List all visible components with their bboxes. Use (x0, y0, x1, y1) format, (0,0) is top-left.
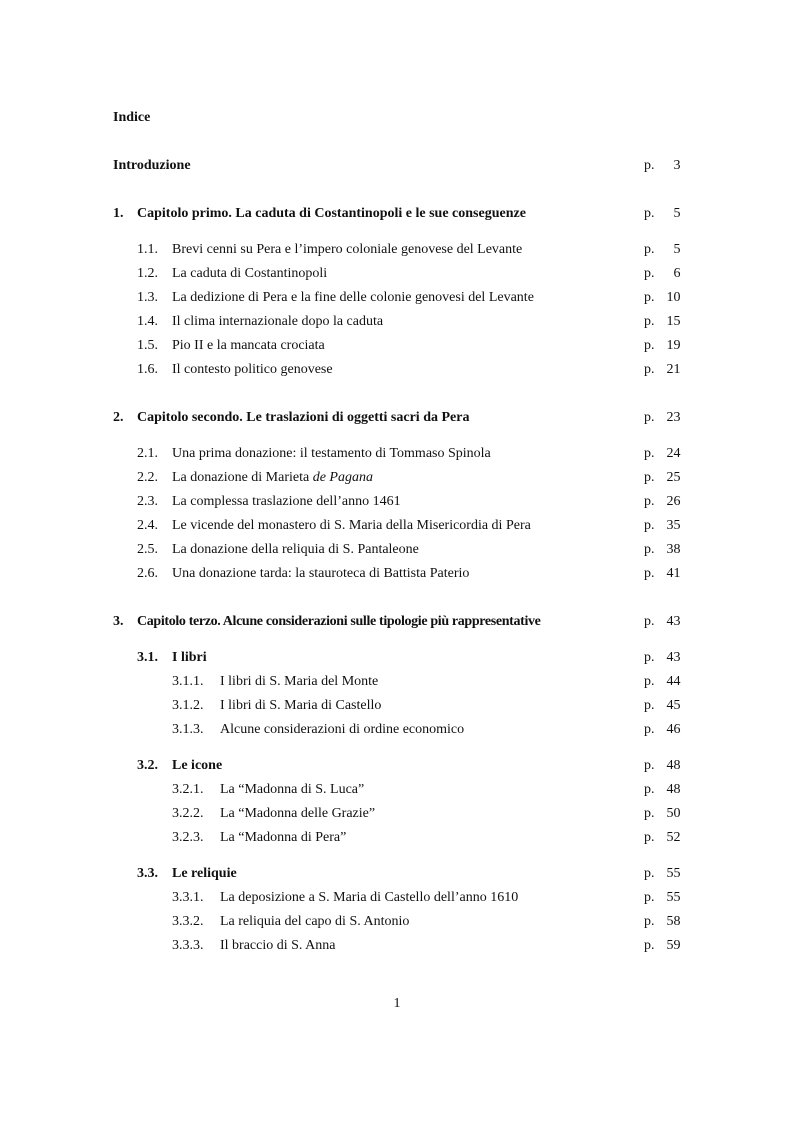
toc-entry: 2.2. La donazione di Marieta de Pagana p. 25 (137, 470, 681, 485)
page-number: 1 (393, 996, 401, 1011)
toc-entry: 2.5. La donazione della reliquia di S. Pantaleone p. 38 (137, 542, 681, 557)
chapter-label: Capitolo primo. La caduta di Costantinopoli e le sue conseguenze (137, 206, 526, 221)
entry-page: p. 3 (644, 158, 681, 173)
toc-entry: 1.4. Il clima internazionale dopo la caduta p. 15 (137, 314, 681, 329)
entry-page: p. 43 (644, 614, 681, 629)
chapter-number: 2. (113, 410, 124, 425)
toc-entry: 3.1.1. I libri di S. Maria del Monte p. 44 (172, 674, 681, 689)
toc-entry: 3.2.2. La “Madonna delle Grazie” p. 50 (172, 806, 681, 821)
entry-page: p. 23 (644, 410, 681, 425)
toc-entry: 2.4. Le vicende del monastero di S. Maria della Misericordia di Pera p. 35 (137, 518, 681, 533)
toc-entry: 1.5. Pio II e la mancata crociata p. 19 (137, 338, 681, 353)
chapter-label: Capitolo secondo. Le traslazioni di oggetti sacri da Pera (137, 410, 470, 425)
toc-entry: 3.3.1. La deposizione a S. Maria di Castello dell’anno 1610 p. 55 (172, 890, 681, 905)
chapter-number: 3. (113, 614, 124, 629)
chapter-number: 1. (113, 206, 124, 221)
toc-section-3-3: 3.3. Le reliquie p. 55 (137, 866, 681, 881)
toc-entry: 1.6. Il contesto politico genovese p. 21 (137, 362, 681, 377)
toc-entry: 3.2.3. La “Madonna di Pera” p. 52 (172, 830, 681, 845)
toc-chapter-2 (0, 408, 794, 428)
chapter-label: Capitolo terzo. Alcune considerazioni sulle tipologie più rappresentative (137, 614, 541, 629)
entry-page: p. 5 (644, 206, 681, 221)
toc-chapter-1 (0, 204, 794, 224)
toc-entry: 3.1.3. Alcune considerazioni di ordine economico p. 46 (172, 722, 681, 737)
toc-entry: 3.2.1. La “Madonna di S. Luca” p. 48 (172, 782, 681, 797)
toc-entry: 2.3. La complessa traslazione dell’anno 1461 p. 26 (137, 494, 681, 509)
entry-label: Introduzione (113, 158, 191, 173)
toc-entry: 3.3.3. Il braccio di S. Anna p. 59 (172, 938, 681, 953)
toc-section-3-2: 3.2. Le icone p. 48 (137, 758, 681, 773)
toc-entry: 1.2. La caduta di Costantinopoli p. 6 (137, 266, 681, 281)
toc-entry: 1.3. La dedizione di Pera e la fine delle colonie genovesi del Levante p. 10 (137, 290, 681, 305)
toc-entry-introduction (0, 156, 794, 176)
toc-entry: 3.1.2. I libri di S. Maria di Castello p. 45 (172, 698, 681, 713)
toc-entry: 2.6. Una donazione tarda: la stauroteca di Battista Paterio p. 41 (137, 566, 681, 581)
toc-entry: 1.1. Brevi cenni su Pera e l’impero coloniale genovese del Levante p. 5 (137, 242, 681, 257)
toc-chapter-3 (0, 612, 794, 632)
toc-entry: 2.1. Una prima donazione: il testamento di Tommaso Spinola p. 24 (137, 446, 681, 461)
toc-title: Indice (113, 110, 151, 125)
toc-section-3-1: 3.1. I libri p. 43 (137, 650, 681, 665)
toc-entry: 3.3.2. La reliquia del capo di S. Antonio p. 58 (172, 914, 681, 929)
